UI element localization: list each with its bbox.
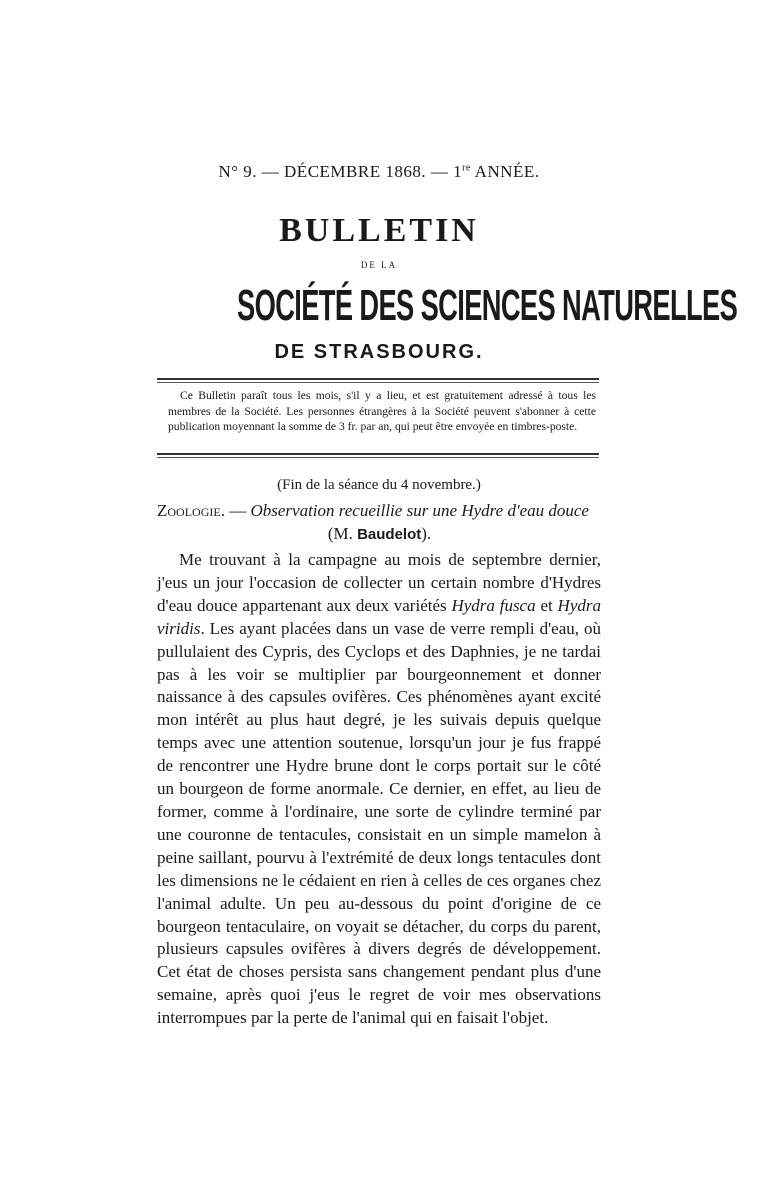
title-de-la: DE LA [360, 260, 398, 270]
issue-suffix: ANNÉE. [470, 162, 540, 181]
section-category: Zoologie. [157, 501, 225, 520]
body-paragraph [157, 549, 601, 1030]
body-part-3: . Les ayant placées dans un vase de verre rempli d'eau, où pullulaient des Cypris, des Cyclops et des Daphnies, je ne tardai pas à les voir se multiplier par bourgeonnement et donner naissance à des capsules ovifères. Ces phénomènes ayant excité mon intérêt au plus haut degré, je les suivais depuis quelque temps avec une attention soutenue, lorsqu'un jour je fus frappé de rencontrer une Hydre brune dont le corps portait sur le côté un bourgeon de forme anormale. Ce dernier, en effet, au lieu de former, comme à l'ordinaire, une sorte de cylindre terminé par une couronne de tentacules, consistait en un simple mamelon à peine saillant, pourvu à l'extrémité de deux longs tentacules dont les dimensions ne le cédaient en rien à celles de ces organes chez l'animal adulte. Un peu au-dessous du point d'origine de ce bourgeon tentaculaire, on voyait se détacher, du corps du parent, plusieurs capsules ovifères à divers degrés de développement. Cet état de choses persista sans changement pendant plus d'une semaine, après quoi j'eus le regret de voir mes observations interrompues par la perte de l'animal qui en faisait l'objet. [157, 618, 601, 1028]
section-title: Observation recueillie sur une Hydre d'eau douce [250, 501, 589, 520]
issue-line [0, 162, 758, 182]
section-dash: — [224, 501, 251, 520]
section-heading [157, 499, 602, 546]
bottom-rule [157, 453, 599, 455]
author-open: (M. [327, 524, 358, 543]
issue-ordinal-suffix: re [462, 162, 471, 174]
species-hydra-viridis: Hydra viridis [157, 595, 601, 638]
society-title: SOCIÉTÉ DES SCIENCES NATURELLES [237, 281, 738, 330]
bottom-rule-thin [157, 457, 599, 458]
subscription-notice: Ce Bulletin paraît tous les mois, s'il y a lieu, et est gratuitement adressé à tous les membres de la Société. Les personnes étrangères à la Société peuvent s'abonner à cette publication moyennant la somme de 3 fr. par an, qui peut être envoyée en timbres-poste. [168, 389, 596, 433]
species-hydra-fusca: Hydra fusca [451, 595, 536, 615]
issue-prefix: N° 9. — DÉCEMBRE 1868. — 1 [218, 162, 463, 181]
author-line [157, 522, 602, 546]
author-close: ). [421, 524, 432, 543]
top-rule [157, 378, 599, 380]
session-end-note: (Fin de la séance du 4 novembre.) [277, 477, 481, 493]
body-part-2: et [535, 595, 558, 615]
top-rule-thin [157, 382, 599, 383]
bulletin-title: BULLETIN [279, 212, 479, 249]
author-name: Baudelot [357, 526, 422, 543]
city-title: DE STRASBOURG. [274, 341, 484, 363]
body-part-1: Me trouvant à la campagne au mois de septembre dernier, j'eus un jour l'occasion de collecter un certain nombre d'Hydres d'eau douce appartenant aux deux variétés [157, 550, 601, 615]
